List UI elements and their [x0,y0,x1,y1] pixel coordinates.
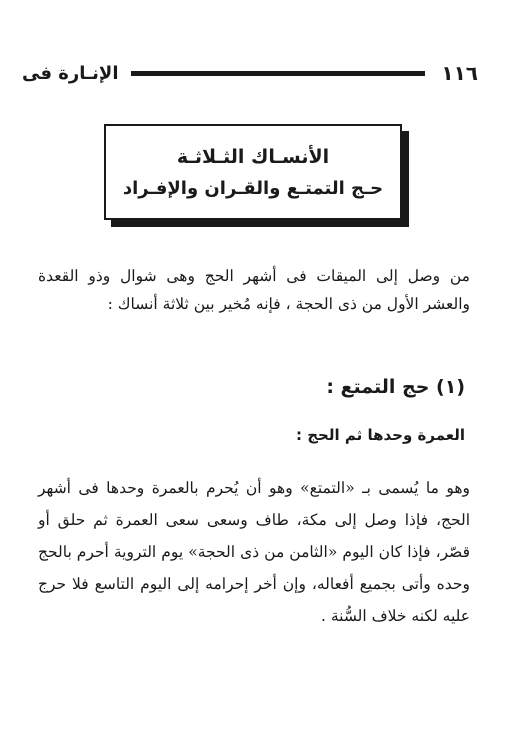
section-heading: (١) حج التمتع : [326,376,465,398]
header-rule [131,71,426,76]
chapter-title: الأنسـاك الثـلاثـة [176,145,330,168]
running-title: الإنـارة فى [22,62,119,84]
section-subheading: العمرة وحدها ثم الحج : [296,426,465,444]
section-body-text: وهو ما يُسمى بـ «التمتع» وهو أن يُحرم بالعمرة وحدها فى أشهر الحج، فإذا وصل إلى مكة، طاف وسعى سعى العمرة ثم حلق أو قصّر، فإذا كان اليوم «الثامن من ذى الحجة» يوم التروية أحرم بالحج وحده وأتى بجميع أفعاله، وإن أخر إحرامه إلى اليوم التاسع فلا حرج عليه لكنه خلاف السُّنة . [38,479,470,625]
page-header [22,58,478,88]
page-number: ١١٦ [441,61,478,85]
chapter-title-box [104,124,402,220]
intro-paragraph [38,262,470,318]
section-body [38,472,470,632]
chapter-subtitle: حـج التمتـع والقـران والإفـراد [122,177,384,199]
intro-text: من وصل إلى الميقات فى أشهر الحج وهى شوال وذو القعدة والعشر الأول من ذى الحجة ، فإنه مُخير بين ثلاثة أنساك : [38,267,470,313]
